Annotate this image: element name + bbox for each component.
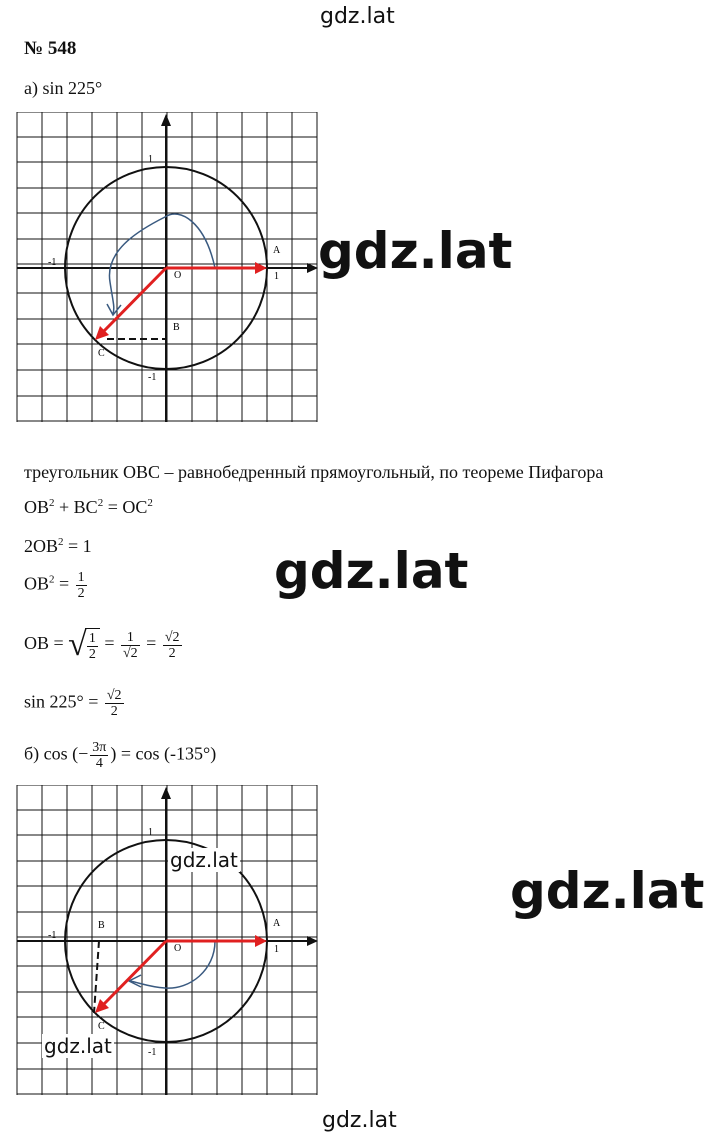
label-one-x: 1 xyxy=(274,271,279,282)
label-neg-one-y: -1 xyxy=(148,1047,157,1058)
dashed-CB xyxy=(94,941,99,1013)
label-one-x: 1 xyxy=(274,944,279,955)
label-neg-one-x: -1 xyxy=(48,257,57,268)
label-one-y: 1 xyxy=(148,827,153,838)
vector-OC xyxy=(103,941,166,1005)
equation-sin-result: sin 225° = $\frac{√2}{2}$ xyxy=(24,688,122,719)
watermark-large-2: gdz.lat xyxy=(274,542,469,600)
label-C: C xyxy=(98,1021,105,1032)
label-neg-one-x: -1 xyxy=(48,930,57,941)
label-A: A xyxy=(273,918,281,929)
explanation-text: треугольник OBC – равнобедренный прямоугольный, по теореме Пифагора xyxy=(24,462,604,482)
watermark-top: gdz.lat xyxy=(320,4,395,29)
y-axis-arrow xyxy=(161,114,171,126)
equation-pythagoras: $OB^2 + BC^2 = OC^2$ xyxy=(24,497,153,517)
label-B: B xyxy=(173,322,180,333)
label-O: O xyxy=(174,943,182,954)
label-O: O xyxy=(174,270,182,281)
watermark-bottom: gdz.lat xyxy=(322,1108,397,1133)
watermark-large-1: gdz.lat xyxy=(318,222,513,280)
label-B: B xyxy=(98,920,105,931)
label-C: C xyxy=(98,348,105,359)
unit-circle-graph-a xyxy=(15,112,320,424)
watermark-graph2-b: gdz.lat xyxy=(44,1034,112,1058)
y-axis-arrow xyxy=(161,787,171,799)
part-a-heading: а) sin 225° xyxy=(24,78,103,98)
watermark-graph2-a: gdz.lat xyxy=(170,848,238,872)
problem-number: № 548 xyxy=(24,38,77,59)
label-one-y: 1 xyxy=(148,154,153,165)
label-A: A xyxy=(273,245,281,256)
equation-ob-squared: $OB^2$ = $\frac{1}{2}$ xyxy=(24,570,85,601)
label-neg-one-y: -1 xyxy=(148,372,157,383)
watermark-large-3: gdz.lat xyxy=(510,862,705,920)
part-b-heading: б) cos (− $\frac{3\pi}{4}$ ) = cos (-135°) xyxy=(24,740,217,771)
equation-two-ob-squared: $2OB^2 = 1$ xyxy=(24,536,92,556)
equation-ob: OB = √ $\frac{1}{2}$ = $\frac{1}{√2}$ = $\frac{√2}{2}$ xyxy=(24,626,180,663)
